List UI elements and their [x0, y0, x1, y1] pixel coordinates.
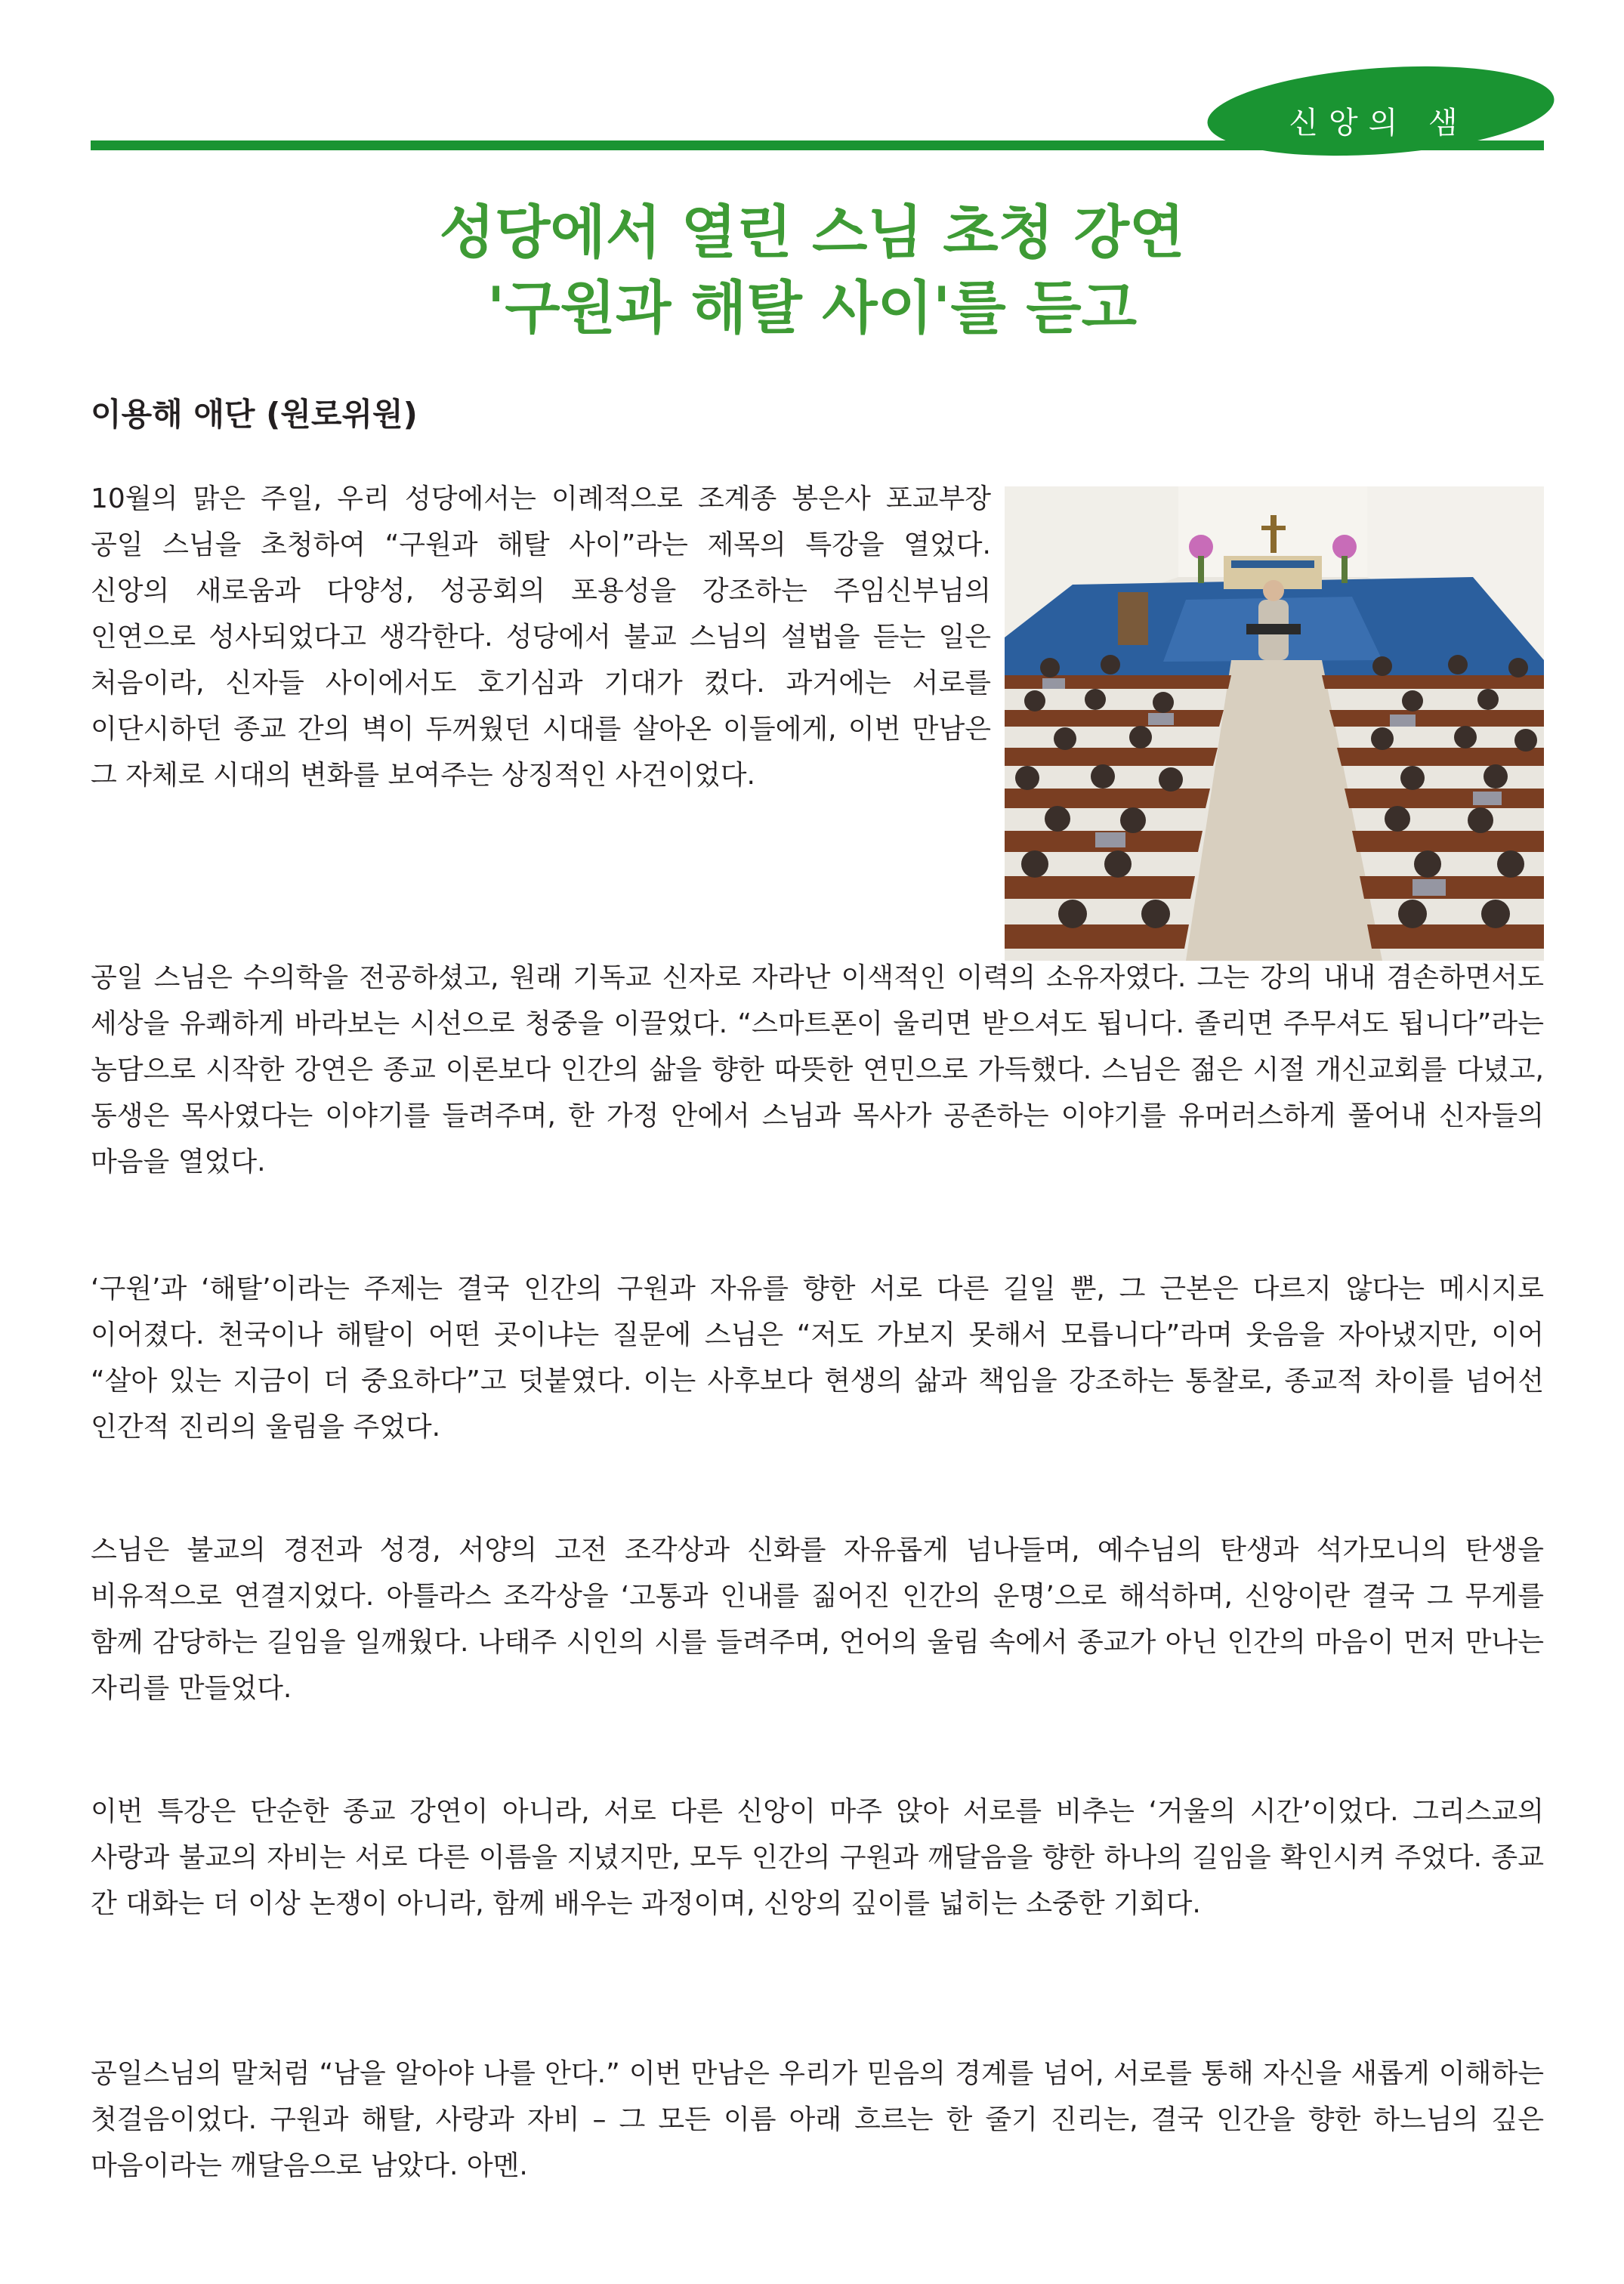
title-line-1: 성당에서 열린 스님 초청 강연: [439, 199, 1185, 266]
section-label: 신앙의 샘: [1289, 106, 1468, 140]
byline: 이용해 애단 (원로위원): [91, 396, 418, 433]
title-line-2: '구원과 해탈 사이'를 듣고: [486, 274, 1138, 341]
paragraph-6: 공일스님의 말처럼 “남을 알아야 나를 안다.” 이번 만남은 우리가 믿음의 경계를 넘어, 서로를 통해 자신을 새롭게 이해하는 첫걸음이었다. 구원과 해탈, 사랑과 자비 – 그 모든 이름 아래 흐르는 한 줄기 진리는, 결국 인간을 향한 하느님의 깊은 마음이라는 깨달음으로 남았다. 아멘.: [91, 2058, 1544, 2181]
paragraph-1: 10월의 맑은 주일, 우리 성당에서는 이례적으로 조계종 봉은사 포교부장 공일 스님을 초청하여 “구원과 해탈 사이”라는 제목의 특강을 열었다. 신앙의 새로움과 다양성, 성공회의 포용성을 강조하는 주임신부님의 인연으로 성사되었다고 생각한다. 성당에서 불교 스님의 설법을 듣는 일은 처음이라, 신자들 사이에서도 호기심과 기대가 컸다. 과거에는 서로를 이단시하던 종교 간의 벽이 두꺼웠던 시대를 살아온 이들에게, 이번 만남은 그 자체로 시대의 변화를 보여주는 상징적인 사건이었다.: [91, 483, 991, 791]
paragraph-5: 이번 특강은 단순한 종교 강연이 아니라, 서로 다른 신앙이 마주 앉아 서로를 비추는 ‘거울의 시간’이었다. 그리스교의 사랑과 불교의 자비는 서로 다른 이름을 지녔지만, 모두 인간의 구원과 깨달음을 향한 하나의 길임을 확인시켜 주었다. 종교 간 대화는 더 이상 논쟁이 아니라, 함께 배우는 과정이며, 신앙의 깊이를 넓히는 소중한 기회다.: [91, 1796, 1544, 1919]
paragraph-4: 스님은 불교의 경전과 성경, 서양의 고전 조각상과 신화를 자유롭게 넘나들며, 예수님의 탄생과 석가모니의 탄생을 비유적으로 연결지었다. 아틀라스 조각상을 ‘고통과 인내를 짊어진 인간의 운명’으로 해석하며, 신앙이란 결국 그 무게를 함께 감당하는 길임을 일깨웠다. 나태주 시인의 시를 들려주며, 언어의 울림 속에서 종교가 아닌 인간의 마음이 먼저 만나는 자리를 만들었다.: [91, 1535, 1544, 1704]
paragraph-3: ‘구원’과 ‘해탈’이라는 주제는 결국 인간의 구원과 자유를 향한 서로 다른 길일 뿐, 그 근본은 다르지 않다는 메시지로 이어졌다. 천국이나 해탈이 어떤 곳이냐는 질문에 스님은 “저도 가보지 못해서 모릅니다”라며 웃음을 자아냈지만, 이어 “살아 있는 지금이 더 중요하다”고 덧붙였다. 이는 사후보다 현생의 삶과 책임을 강조하는 통찰로, 종교적 차이를 넘어선 인간적 진리의 울림을 주었다.: [91, 1273, 1544, 1443]
paragraph-2: 공일 스님은 수의학을 전공하셨고, 원래 기독교 신자로 자라난 이색적인 이력의 소유자였다. 그는 강의 내내 겸손하면서도 세상을 유쾌하게 바라보는 시선으로 청중을 이끌었다. “스마트폰이 울리면 받으셔도 됩니다. 졸리면 주무셔도 됩니다”라는 농담으로 시작한 강연은 종교 이론보다 인간의 삶을 향한 따뜻한 연민으로 가득했다. 스님은 젊은 시절 개신교회를 다녔고, 동생은 목사였다는 이야기를 들려주며, 한 가정 안에서 스님과 목사가 공존하는 이야기를 유머러스하게 풀어내 신자들의 마음을 열었다.: [91, 962, 1544, 1177]
church-lecture-photo: [1005, 486, 1544, 961]
article-title: [0, 195, 1624, 346]
